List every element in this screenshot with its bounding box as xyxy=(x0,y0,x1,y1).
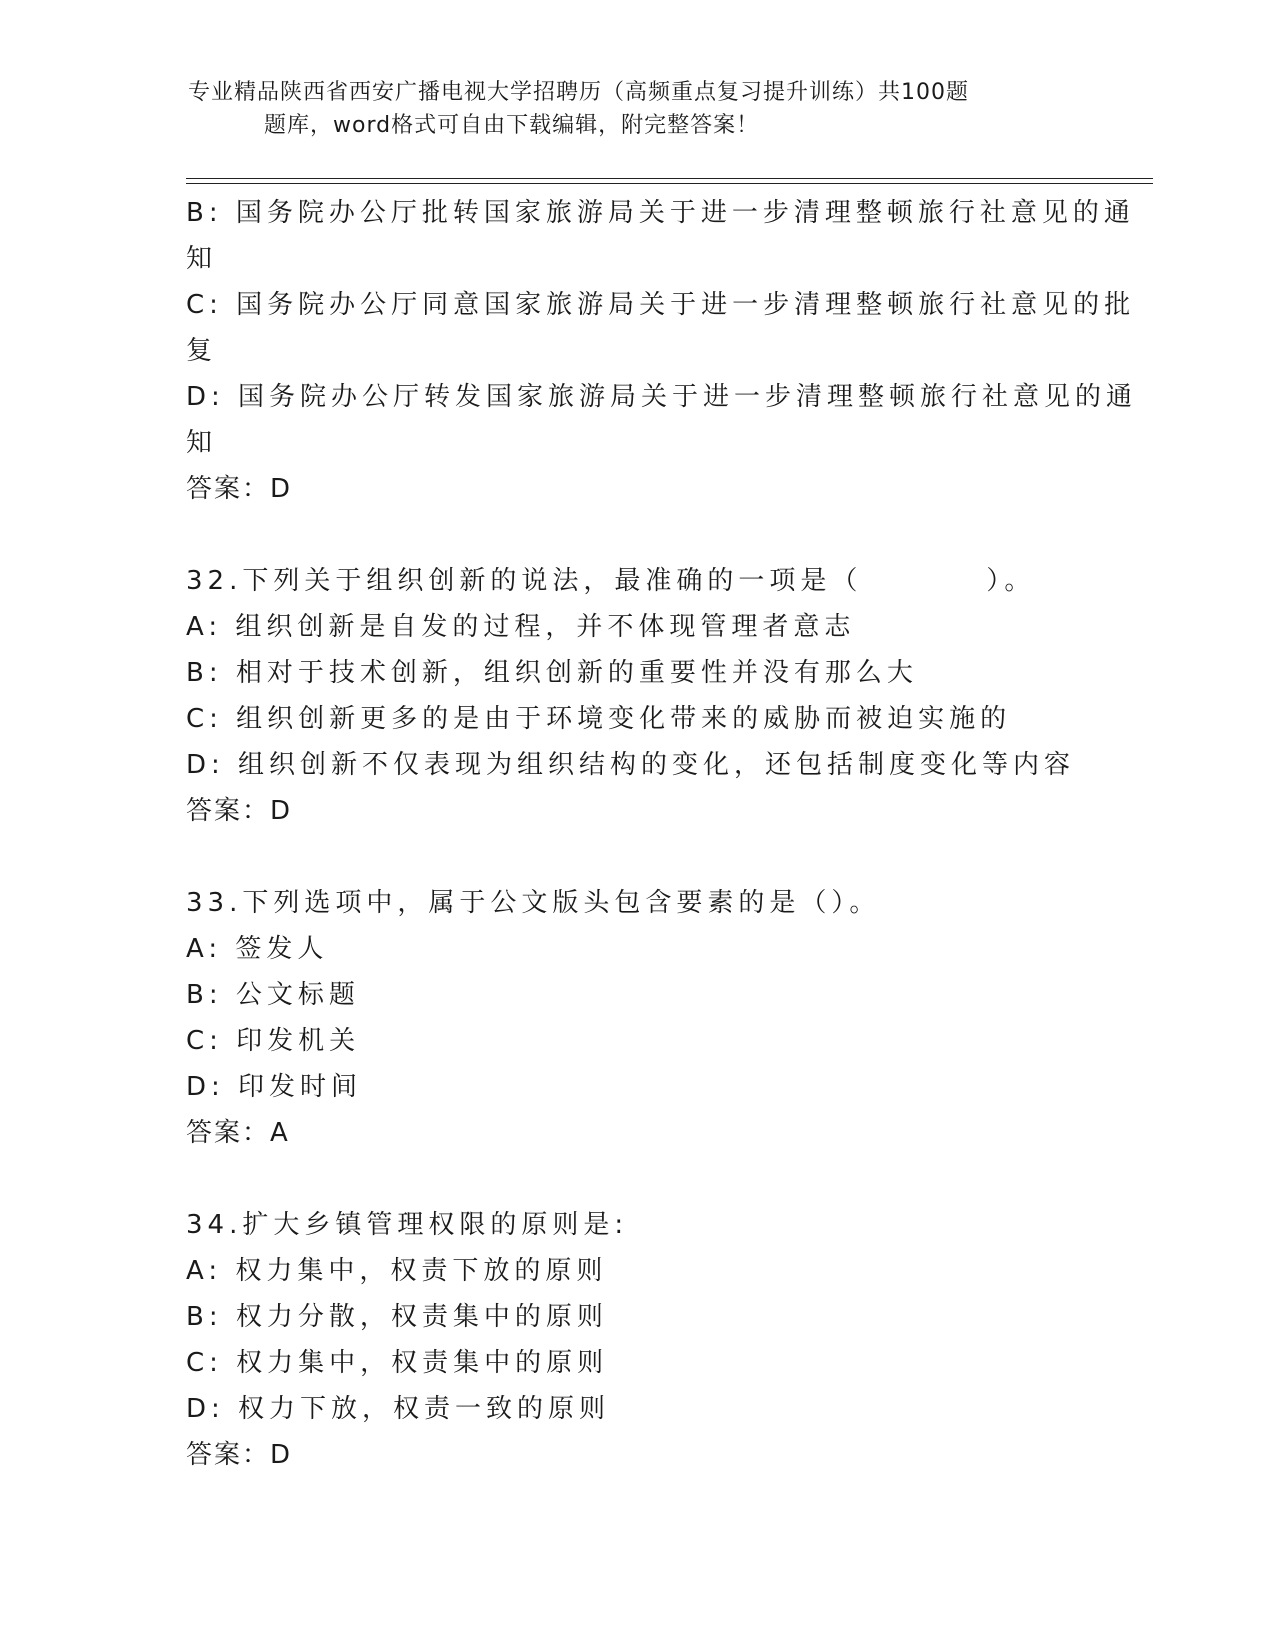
q32-option-c: C: 组织创新更多的是由于环境变化带来的威胁而被迫实施的 xyxy=(186,704,1012,734)
q31-option-c-continuation: 复 xyxy=(186,336,218,366)
q31-option-d-continuation: 知 xyxy=(186,428,218,458)
q32-question: 32.下列关于组织创新的说法，最准确的一项是（ ）。 xyxy=(186,566,1036,596)
spacer xyxy=(186,512,1086,558)
q33-answer: 答案：A xyxy=(186,1118,290,1148)
q34-option-b: B: 权力分散，权责集中的原则 xyxy=(186,1302,608,1332)
question-34-block xyxy=(186,1202,1086,1478)
header-title-line2: 题库，word格式可自由下载编辑，附完整答案！ xyxy=(264,113,760,138)
q33-option-b: B: 公文标题 xyxy=(186,980,360,1010)
q33-question: 33.下列选项中，属于公文版头包含要素的是（）。 xyxy=(186,888,881,918)
q32-answer: 答案：D xyxy=(186,796,293,826)
page-header xyxy=(188,76,1048,142)
q34-question: 34.扩大乡镇管理权限的原则是: xyxy=(186,1210,629,1240)
question-33-block xyxy=(186,880,1086,1156)
q33-option-d: D: 印发时间 xyxy=(186,1072,363,1102)
q32-option-a: A: 组织创新是自发的过程，并不体现管理者意志 xyxy=(186,612,856,642)
document-body xyxy=(186,190,1138,1478)
q33-option-a: A: 签发人 xyxy=(186,934,329,964)
header-divider-bottom xyxy=(186,183,1153,184)
q32-option-d: D: 组织创新不仅表现为组织结构的变化，还包括制度变化等内容 xyxy=(186,750,1076,780)
q32-option-b: B: 相对于技术创新，组织创新的重要性并没有那么大 xyxy=(186,658,918,688)
question-32-block xyxy=(186,558,1086,834)
q31-option-c: C: 国务院办公厅同意国家旅游局关于进一步清理整顿旅行社意见的批 xyxy=(186,290,1136,320)
header-title-line1: 专业精品陕西省西安广播电视大学招聘历（高频重点复习提升训练）共100题 xyxy=(188,80,969,105)
q34-option-d: D: 权力下放，权责一致的原则 xyxy=(186,1394,611,1424)
q31-answer: 答案：D xyxy=(186,474,293,504)
question-31-block xyxy=(186,190,1138,512)
q31-option-b: B: 国务院办公厅批转国家旅游局关于进一步清理整顿旅行社意见的通 xyxy=(186,198,1135,228)
spacer xyxy=(186,1156,1086,1202)
q34-answer: 答案：D xyxy=(186,1440,293,1470)
q31-option-d: D: 国务院办公厅转发国家旅游局关于进一步清理整顿旅行社意见的通 xyxy=(186,382,1138,412)
q34-option-a: A: 权力集中，权责下放的原则 xyxy=(186,1256,608,1286)
header-divider-top xyxy=(186,178,1153,179)
spacer xyxy=(186,834,1086,880)
q33-option-c: C: 印发机关 xyxy=(186,1026,361,1056)
q34-option-c: C: 权力集中，权责集中的原则 xyxy=(186,1348,609,1378)
q31-option-b-continuation: 知 xyxy=(186,244,218,274)
